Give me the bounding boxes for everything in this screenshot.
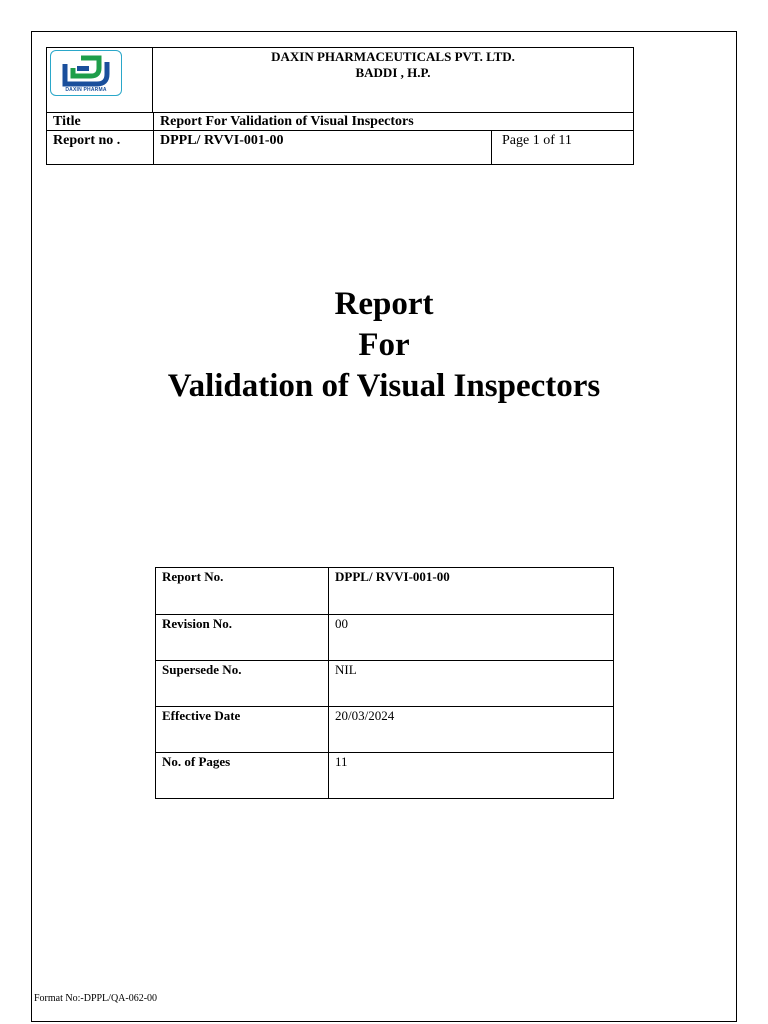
row-value: 11 — [335, 754, 348, 769]
row-value: 20/03/2024 — [335, 708, 395, 723]
report-title-line: For — [358, 327, 410, 363]
row-label: Revision No. — [162, 616, 233, 631]
table-row — [156, 614, 613, 661]
row-value: 00 — [335, 616, 348, 631]
row-label: No. of Pages — [162, 754, 231, 769]
logo-cell — [47, 48, 153, 112]
table-row — [156, 706, 613, 753]
header-divider — [47, 112, 633, 113]
row-value: DPPL/ RVVI-001-00 — [335, 569, 450, 584]
row-label: Report No. — [162, 569, 224, 584]
title-value: Report For Validation of Visual Inspectors — [160, 114, 414, 129]
report-title-line: Report — [334, 286, 434, 322]
report-title — [0, 284, 768, 407]
page-info: Page 1 of 11 — [502, 133, 572, 148]
logo-text: DAXIN PHARMA — [65, 87, 107, 93]
format-number: Format No:-DPPL/QA-062-00 — [34, 993, 158, 1004]
report-info-table — [155, 567, 614, 799]
row-label: Effective Date — [162, 708, 241, 723]
company-location: BADDI , H.P. — [355, 65, 431, 80]
report-title-line: Validation of Visual Inspectors — [167, 368, 601, 404]
daxin-logo-icon — [61, 54, 111, 88]
document-header-table — [46, 47, 634, 165]
row-value: NIL — [335, 662, 357, 677]
company-name: DAXIN PHARMACEUTICALS PVT. LTD. — [271, 49, 515, 64]
company-cell — [153, 48, 633, 112]
page-border — [31, 31, 737, 1022]
row-label: Supersede No. — [162, 662, 242, 677]
header-column-divider — [153, 112, 154, 164]
table-row — [156, 752, 613, 799]
table-row — [156, 568, 613, 614]
report-no-value: DPPL/ RVVI-001-00 — [160, 133, 284, 148]
table-column-divider — [328, 568, 329, 798]
header-column-divider — [491, 130, 492, 164]
title-label: Title — [53, 114, 81, 129]
table-row — [156, 660, 613, 707]
report-no-label: Report no . — [53, 133, 121, 148]
header-divider — [47, 130, 633, 131]
company-logo — [50, 50, 122, 96]
